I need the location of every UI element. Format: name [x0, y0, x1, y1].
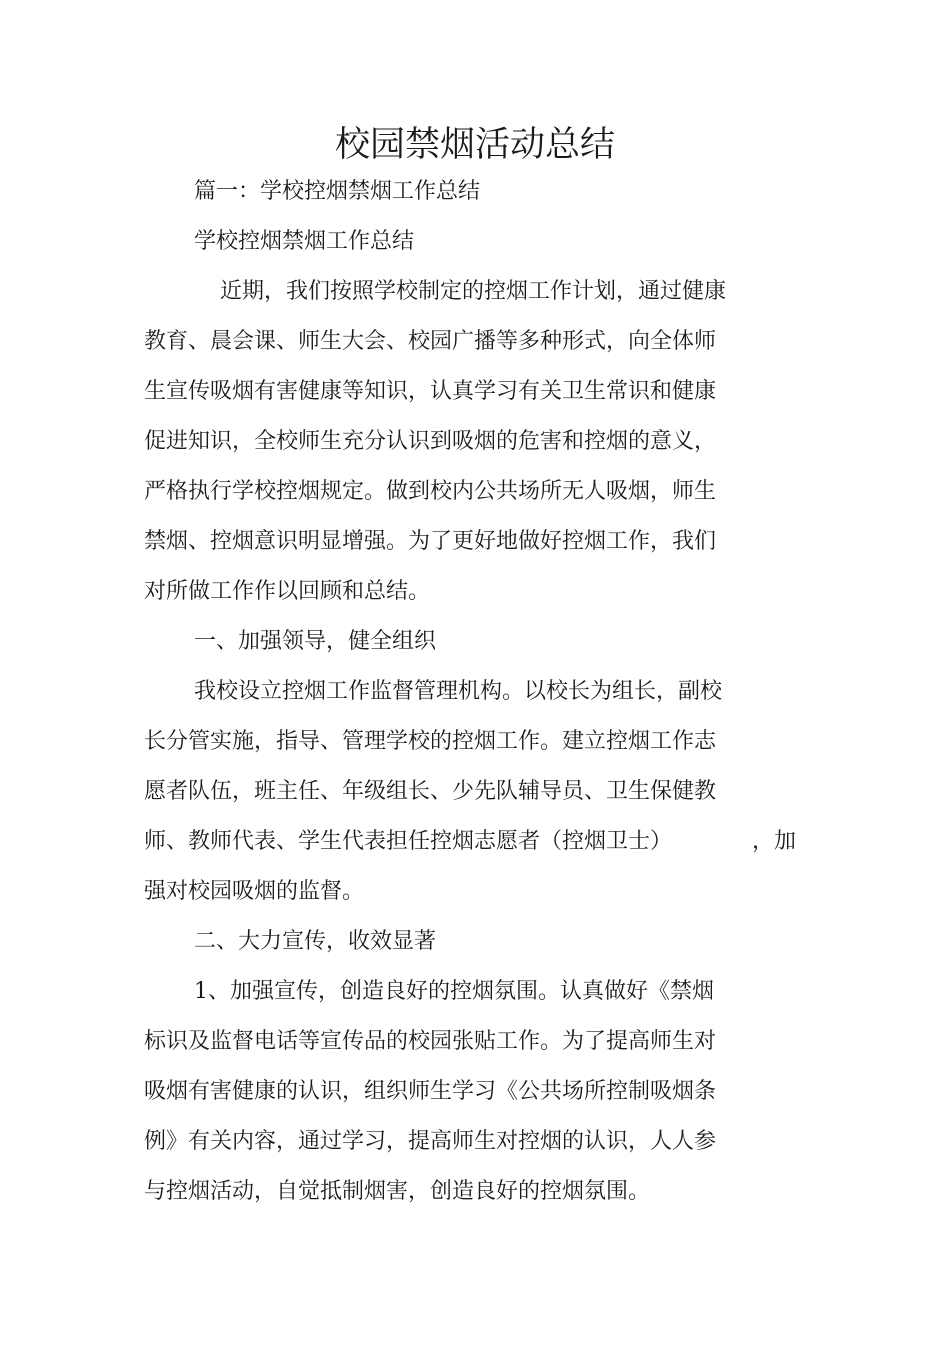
paragraph-line-tail: ，加	[752, 829, 797, 854]
paragraph-line: 1、加强宣传，创造良好的控烟氛围。认真做好《禁烟	[194, 979, 714, 1004]
paragraph-line: 对所做工作作以回顾和总结。	[144, 579, 431, 604]
paragraph-line: 愿者队伍，班主任、年级组长、少先队辅导员、卫生保健教	[144, 779, 717, 804]
paragraph-line: 与控烟活动，自觉抵制烟害，创造良好的控烟氛围。	[144, 1179, 651, 1204]
paragraph-line: 教育、晨会课、师生大会、校园广播等多种形式，向全体师	[144, 329, 717, 354]
paragraph-line: 例》有关内容，通过学习，提高师生对控烟的认识，人人参	[144, 1129, 717, 1154]
paragraph-line: 我校设立控烟工作监督管理机构。以校长为组长，副校	[194, 679, 723, 704]
paragraph-line: 吸烟有害健康的认识，组织师生学习《公共场所控制吸烟条	[144, 1079, 717, 1104]
section-heading-part-one: 篇一：学校控烟禁烟工作总结	[194, 179, 481, 204]
section-heading-two: 二、大力宣传，收效显著	[194, 929, 437, 954]
paragraph-line: 生宣传吸烟有害健康等知识，认真学习有关卫生常识和健康	[144, 379, 717, 404]
subheading: 学校控烟禁烟工作总结	[194, 229, 415, 254]
document-title: 校园禁烟活动总结	[334, 125, 615, 165]
paragraph-line: 近期，我们按照学校制定的控烟工作计划，通过健康	[220, 279, 727, 304]
paragraph-line: 促进知识，全校师生充分认识到吸烟的危害和控烟的意义，	[144, 429, 717, 454]
paragraph-line: 强对校园吸烟的监督。	[144, 879, 365, 904]
paragraph-line: 标识及监督电话等宣传品的校园张贴工作。为了提高师生对	[144, 1029, 717, 1054]
paragraph-line: 禁烟、控烟意识明显增强。为了更好地做好控烟工作，我们	[144, 529, 717, 554]
paragraph-line: 严格执行学校控烟规定。做到校内公共场所无人吸烟，师生	[144, 479, 717, 504]
paragraph-line: 师、教师代表、学生代表担任控烟志愿者（控烟卫士）	[144, 829, 673, 854]
paragraph-line: 长分管实施，指导、管理学校的控烟工作。建立控烟工作志	[144, 729, 717, 754]
section-heading-one: 一、加强领导，健全组织	[194, 629, 437, 654]
